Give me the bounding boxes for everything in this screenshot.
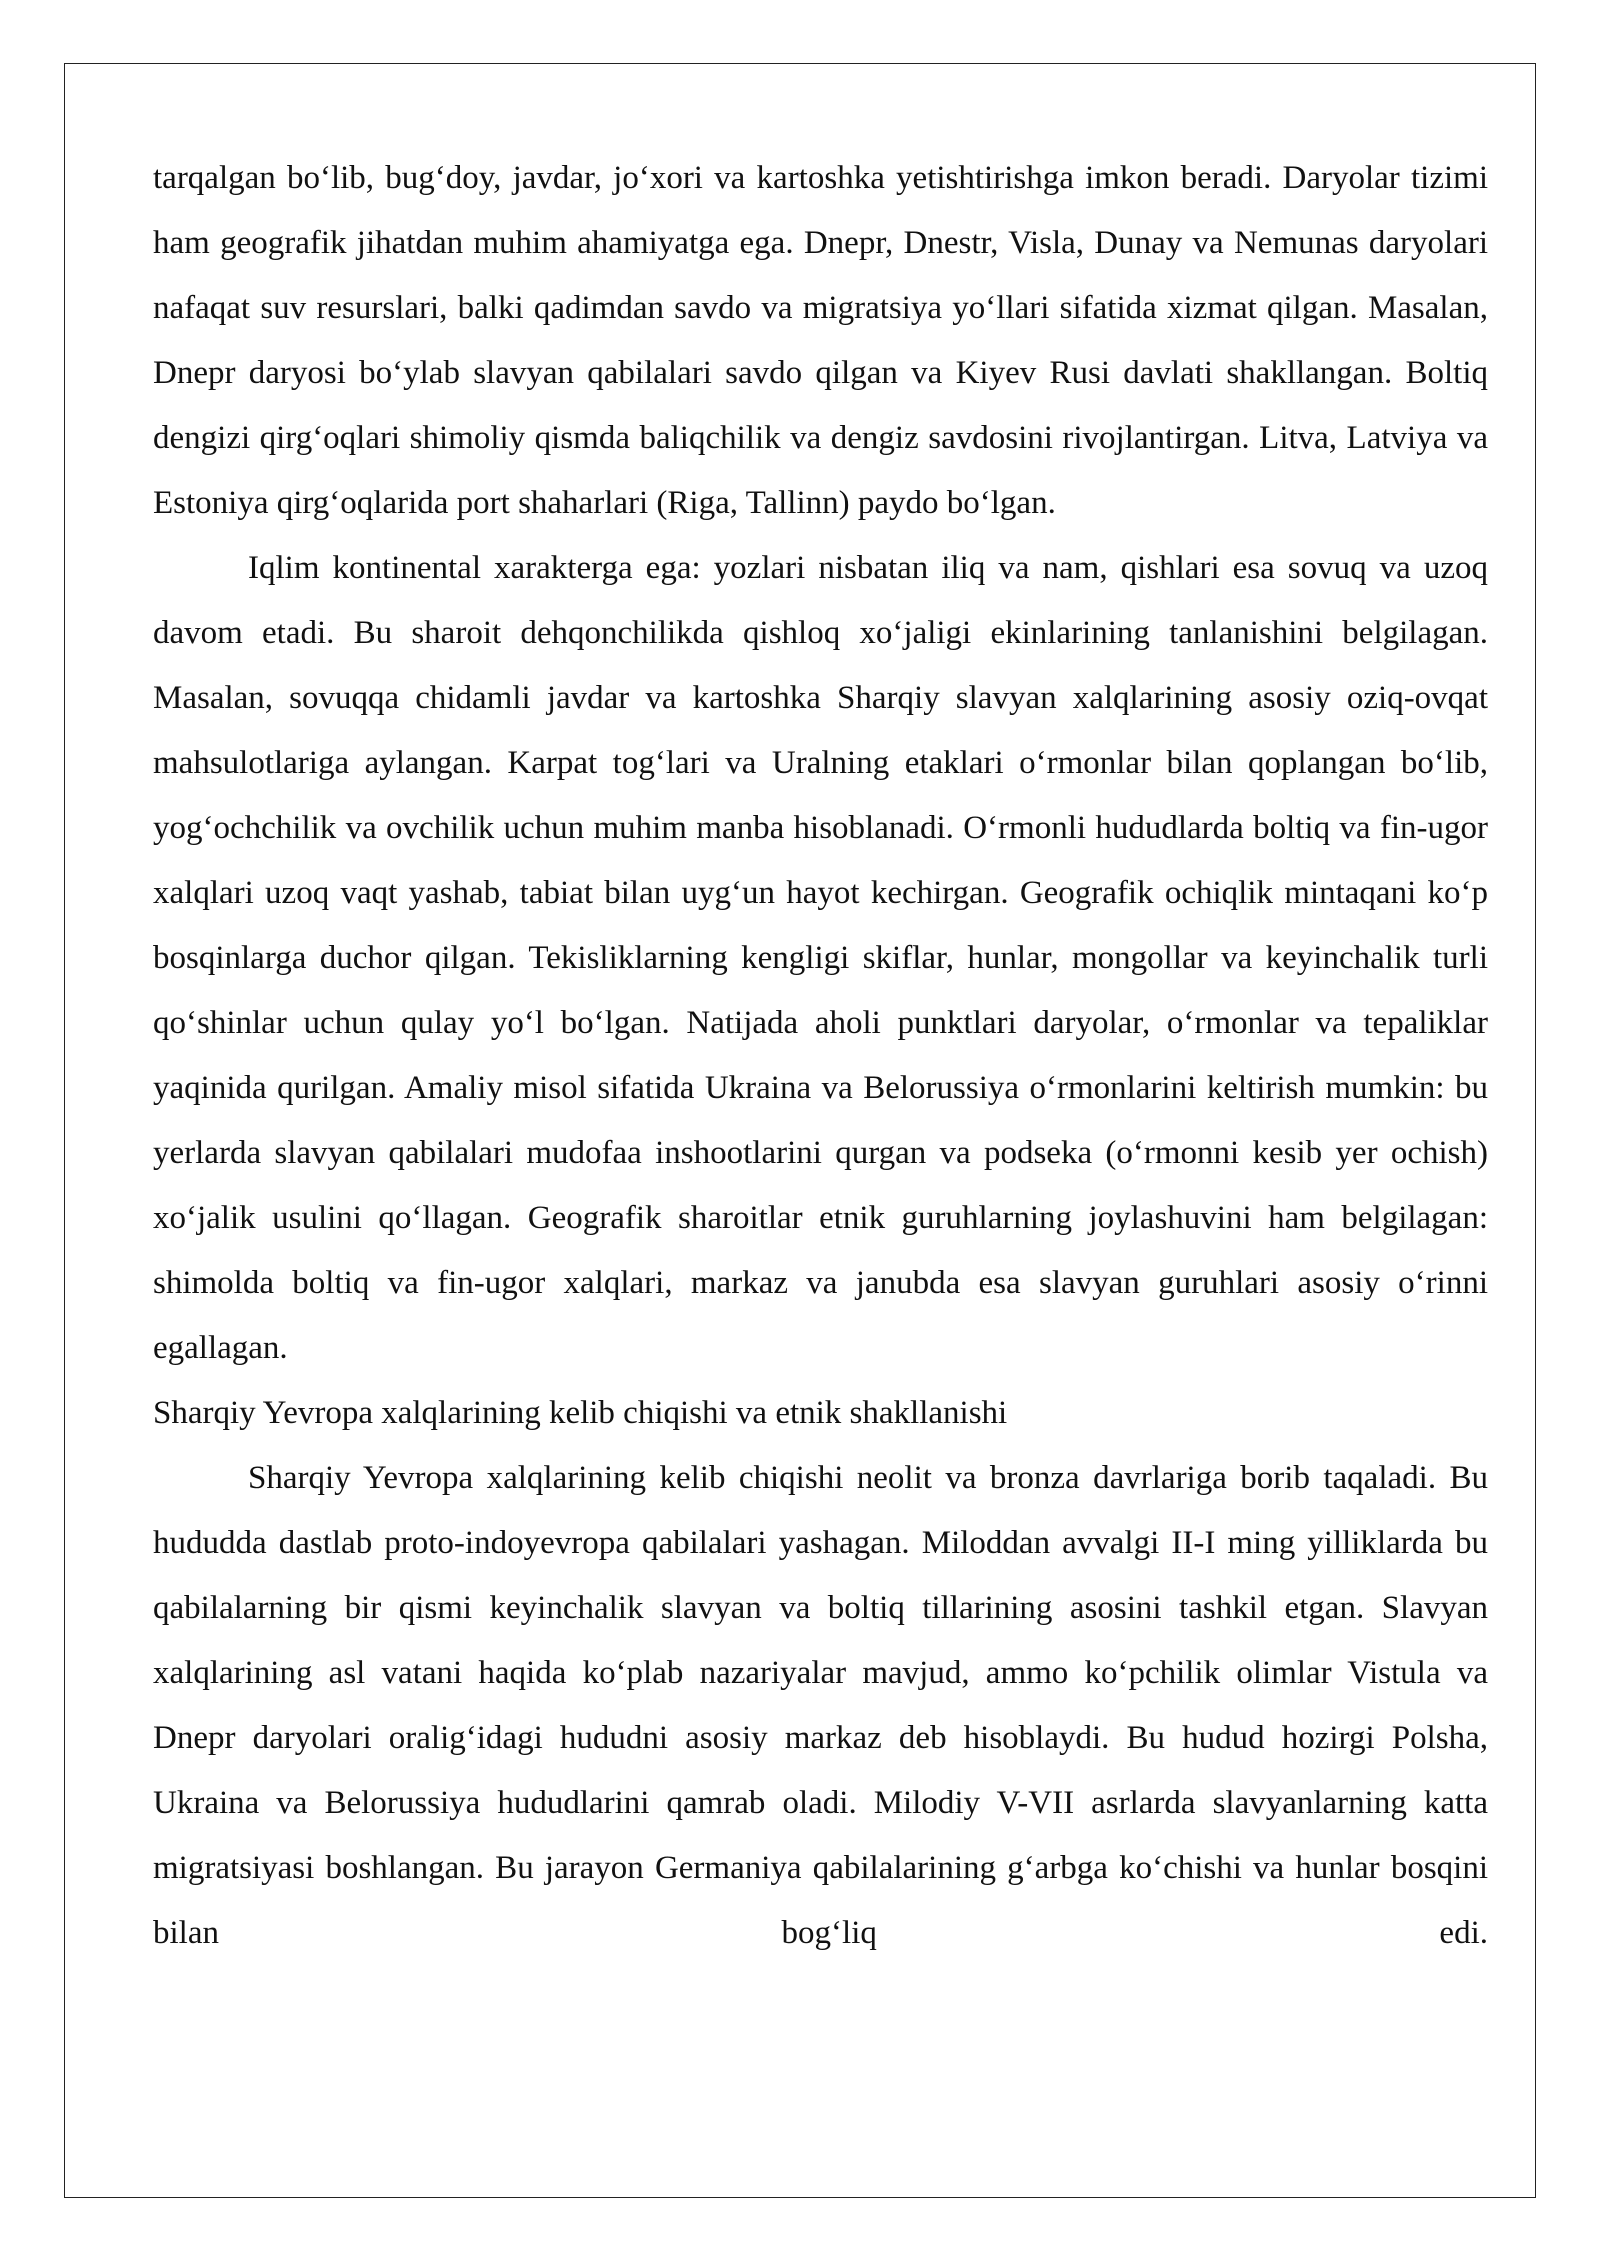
paragraph-3: Sharqiy Yevropa xalqlarining kelib chiqishi neolit va bronza davrlariga borib taqaladi. Bu hududda dastlab proto-indoyevropa qabilalari yashagan. Miloddan avvalgi II-I ming yilliklarda bu qabilalarning bir qismi keyinchalik slavyan va boltiq tillarining asosini tashkil etgan. Slavyan xalqlarining asl vatani haqida ko‘plab nazariyalar mavjud, ammo ko‘pchilik olimlar Vistula va Dnepr daryolari oralig‘idagi hududni asosiy markaz deb hisoblaydi. Bu hudud hozirgi Polsha, Ukraina va Belorussiya hududlarini qamrab oladi. Milodiy V-VII asrlarda slavyanlarning katta migratsiyasi boshlangan. Bu jarayon Germaniya qabilalarining g‘arbga ko‘chishi va hunlar bosqini bilan bog‘liq edi. — [153, 1460, 1488, 1951]
paragraph-1: tarqalgan bo‘lib, bug‘doy, javdar, jo‘xori va kartoshka yetishtirishga imkon beradi. Daryolar tizimi ham geografik jihatdan muhim ahamiyatga ega. Dnepr, Dnestr, Visla, Dunay va Nemunas daryolari nafaqat suv resurslari, balki qadimdan savdo va migratsiya yo‘llari sifatida xizmat qilgan. Masalan, Dnepr daryosi bo‘ylab slavyan qabilalari savdo qilgan va Kiyev Rusi davlati shakllangan. Boltiq dengizi qirg‘oqlari shimoliy qismda baliqchilik va dengiz savdosini rivojlantirgan. Litva, Latviya va Estoniya qirg‘oqlarida port shaharlari (Riga, Tallinn) paydo bo‘lgan. — [153, 160, 1488, 521]
section-heading: Sharqiy Yevropa xalqlarining kelib chiqishi va etnik shakllanishi — [153, 1395, 1008, 1431]
paragraph-2: Iqlim kontinental xarakterga ega: yozlari nisbatan iliq va nam, qishlari esa sovuq va uzoq davom etadi. Bu sharoit dehqonchilikda qishloq xo‘jaligi ekinlarining tanlanishini belgilagan. Masalan, sovuqqa chidamli javdar va kartoshka Sharqiy slavyan xalqlarining asosiy oziq-ovqat mahsulotlariga aylangan. Karpat tog‘lari va Uralning etaklari o‘rmonlar bilan qoplangan bo‘lib, yog‘ochchilik va ovchilik uchun muhim manba hisoblanadi. O‘rmonli hududlarda boltiq va fin-ugor xalqlari uzoq vaqt yashab, tabiat bilan uyg‘un hayot kechirgan. Geografik ochiqlik mintaqani ko‘p bosqinlarga duchor qilgan. Tekisliklarning kengligi skiflar, hunlar, mongollar va keyinchalik turli qo‘shinlar uchun qulay yo‘l bo‘lgan. Natijada aholi punktlari daryolar, o‘rmonlar va tepaliklar yaqinida qurilgan. Amaliy misol sifatida Ukraina va Belorussiya o‘rmonlarini keltirish mumkin: bu yerlarda slavyan qabilalari mudofaa inshootlarini qurgan va podseka (o‘rmonni kesib yer ochish) xo‘jalik usulini qo‘llagan. Geografik sharoitlar etnik guruhlarning joylashuvini ham belgilagan: shimolda boltiq va fin-ugor xalqlari, markaz va janubda esa slavyan guruhlari asosiy o‘rinni egallagan. — [153, 550, 1488, 1366]
document-body — [153, 146, 1488, 1966]
